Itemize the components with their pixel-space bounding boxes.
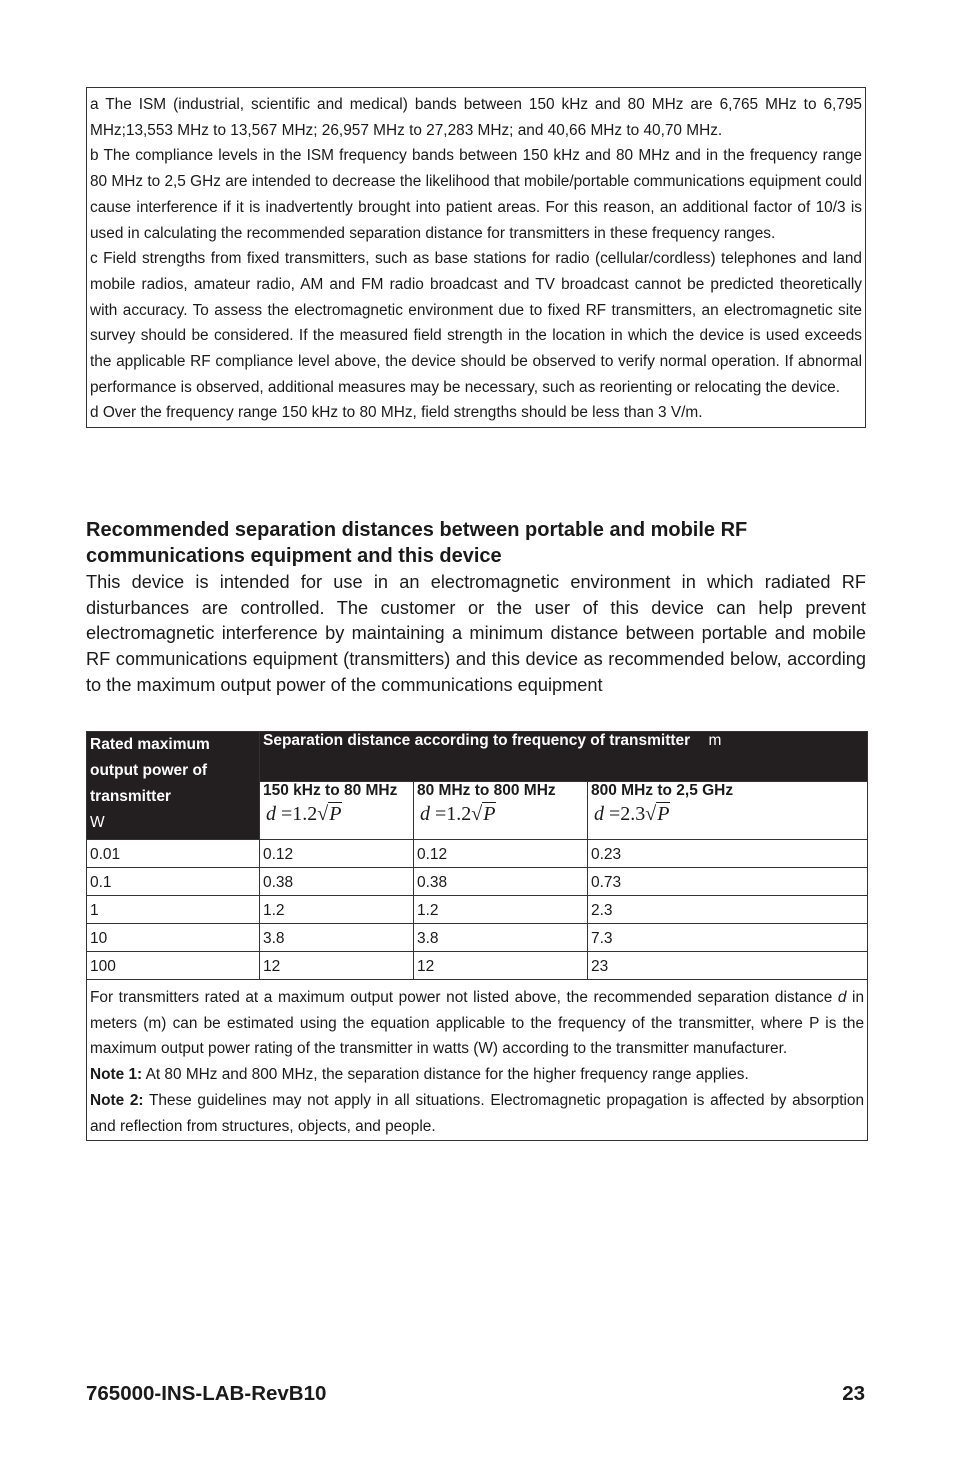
page-number: 23	[842, 1382, 865, 1405]
separation-distance-unit: m	[708, 732, 722, 749]
document-id: 765000-INS-LAB-RevB10	[86, 1382, 327, 1405]
band-formula: d =2.3√P	[594, 803, 670, 825]
band-header-1	[260, 782, 414, 840]
table-cell: 2.3	[588, 896, 868, 924]
table-row	[87, 952, 868, 980]
table-cell: 3.8	[414, 924, 588, 952]
table-cell: 12	[414, 952, 588, 980]
formula-sqrt-arg: P	[329, 803, 342, 825]
table-footnote-row	[87, 980, 868, 1141]
note-2-text: These guidelines may not apply in all situations. Electromagnetic propagation is affected by absorption and reflection from structures, objects, and people.	[90, 1091, 865, 1135]
formula-sqrt-arg: P	[657, 803, 670, 825]
table-cell: 0.38	[260, 868, 414, 896]
note-1-label: Note 1:	[90, 1066, 143, 1084]
table-cell: 0.1	[87, 868, 260, 896]
note-c: c Field strengths from fixed transmitters, such as base stations for radio (cellular/cordless) telephones and land mobile radios, amateur radio, AM and FM radio broadcast and TV broadcast cannot be predicted theoretically with accuracy. To assess the electromagnetic environment due to fixed RF transmitters, an electromagnetic site survey should be considered. If the measured field strength in the location in which the device is used exceeds the applicable RF compliance level above, the device should be observed to verify normal operation. If abnormal performance is observed, additional measures may be necessary, such as reorienting or relocating the device.	[90, 250, 862, 396]
band-header-3	[588, 782, 868, 840]
note-b: b The compliance levels in the ISM frequency bands between 150 kHz and 80 MHz and in the frequency range 80 MHz to 2,5 GHz are intended to decrease the likelihood that mobile/portable communications equipment could cause interference if it is inadvertently brought into patient areas. For this reason, an additional factor of 10/3 is used in calculating the recommended separation distance for transmitters in these frequency ranges.	[90, 147, 862, 242]
note-2-label: Note 2:	[90, 1091, 144, 1109]
rated-power-header	[87, 732, 260, 840]
table-cell: 7.3	[588, 924, 868, 952]
section-title: Recommended separation distances between portable and mobile RF communications equipment and this device	[86, 519, 748, 567]
note-1-text: At 80 MHz and 800 MHz, the separation distance for the higher frequency range applies.	[145, 1066, 749, 1084]
band-formula: d =1.2√P	[420, 803, 496, 825]
rated-power-unit: W	[90, 814, 105, 831]
table-row	[87, 924, 868, 952]
table-cell: 0.01	[87, 840, 260, 868]
table-row	[87, 840, 868, 868]
note-d: d Over the frequency range 150 kHz to 80 MHz, field strengths should be less than 3 V/m.	[90, 404, 703, 422]
separation-distance-table	[86, 731, 868, 1141]
formula-eq: =1.2	[430, 803, 472, 825]
formula-eq: =2.3	[604, 803, 646, 825]
band-label: 80 MHz to 800 MHz	[417, 782, 556, 799]
band-label: 150 kHz to 80 MHz	[263, 782, 398, 799]
footnote-variable: d	[837, 989, 847, 1006]
table-cell: 0.12	[414, 840, 588, 868]
table-cell: 1	[87, 896, 260, 924]
table-cell: 0.73	[588, 868, 868, 896]
page-footer	[86, 1382, 866, 1406]
formula-eq: =1.2	[276, 803, 318, 825]
footnote-paragraph	[90, 985, 864, 1062]
note-2	[90, 1088, 864, 1139]
table-cell: 1.2	[260, 896, 414, 924]
table-row	[87, 868, 868, 896]
table-cell: 12	[260, 952, 414, 980]
table-cell: 0.38	[414, 868, 588, 896]
separation-distance-header	[260, 732, 868, 782]
table-footnote	[87, 980, 868, 1141]
rated-power-label: Rated maximum output power of transmitter	[90, 736, 210, 805]
formula-sqrt-arg: P	[483, 803, 496, 825]
formula-var: d	[594, 803, 604, 825]
table-cell: 3.8	[260, 924, 414, 952]
formula-var: d	[420, 803, 430, 825]
ism-notes-box	[86, 87, 866, 428]
table-row	[87, 896, 868, 924]
note-a: a The ISM (industrial, scientific and medical) bands between 150 kHz and 80 MHz are 6,765 MHz to 6,795 MHz;13,553 MHz to 13,567 MHz; 26,957 MHz to 27,283 MHz; and 40,66 MHz to 40,70 MHz.	[90, 96, 862, 139]
footnote-text-after: in meters (m) can be estimated using the equation applicable to the frequency of the transmitter, where P is the maximum output power rating of the transmitter in watts (W) according to the transmitter manufacturer.	[90, 989, 865, 1058]
section-intro: This device is intended for use in an electromagnetic environment in which radiated RF disturbances are controlled. The customer or the user of this device can help prevent electromagnetic interference by maintaining a minimum distance between portable and mobile RF communications equipment (transmitters) and this device as recommended below, according to the maximum output power of the communications equipment	[86, 572, 866, 695]
table-cell: 100	[87, 952, 260, 980]
note-1	[90, 1062, 864, 1088]
band-label: 800 MHz to 2,5 GHz	[591, 782, 734, 799]
footnote-text-before: For transmitters rated at a maximum output power not listed above, the recommended separation distance	[90, 989, 833, 1006]
band-header-2	[414, 782, 588, 840]
table-cell: 10	[87, 924, 260, 952]
band-formula: d =1.2√P	[266, 803, 342, 825]
formula-var: d	[266, 803, 276, 825]
table-cell: 1.2	[414, 896, 588, 924]
table-cell: 23	[588, 952, 868, 980]
table-cell: 0.12	[260, 840, 414, 868]
table-cell: 0.23	[588, 840, 868, 868]
separation-distance-label: Separation distance according to frequency of transmitter	[263, 732, 691, 749]
